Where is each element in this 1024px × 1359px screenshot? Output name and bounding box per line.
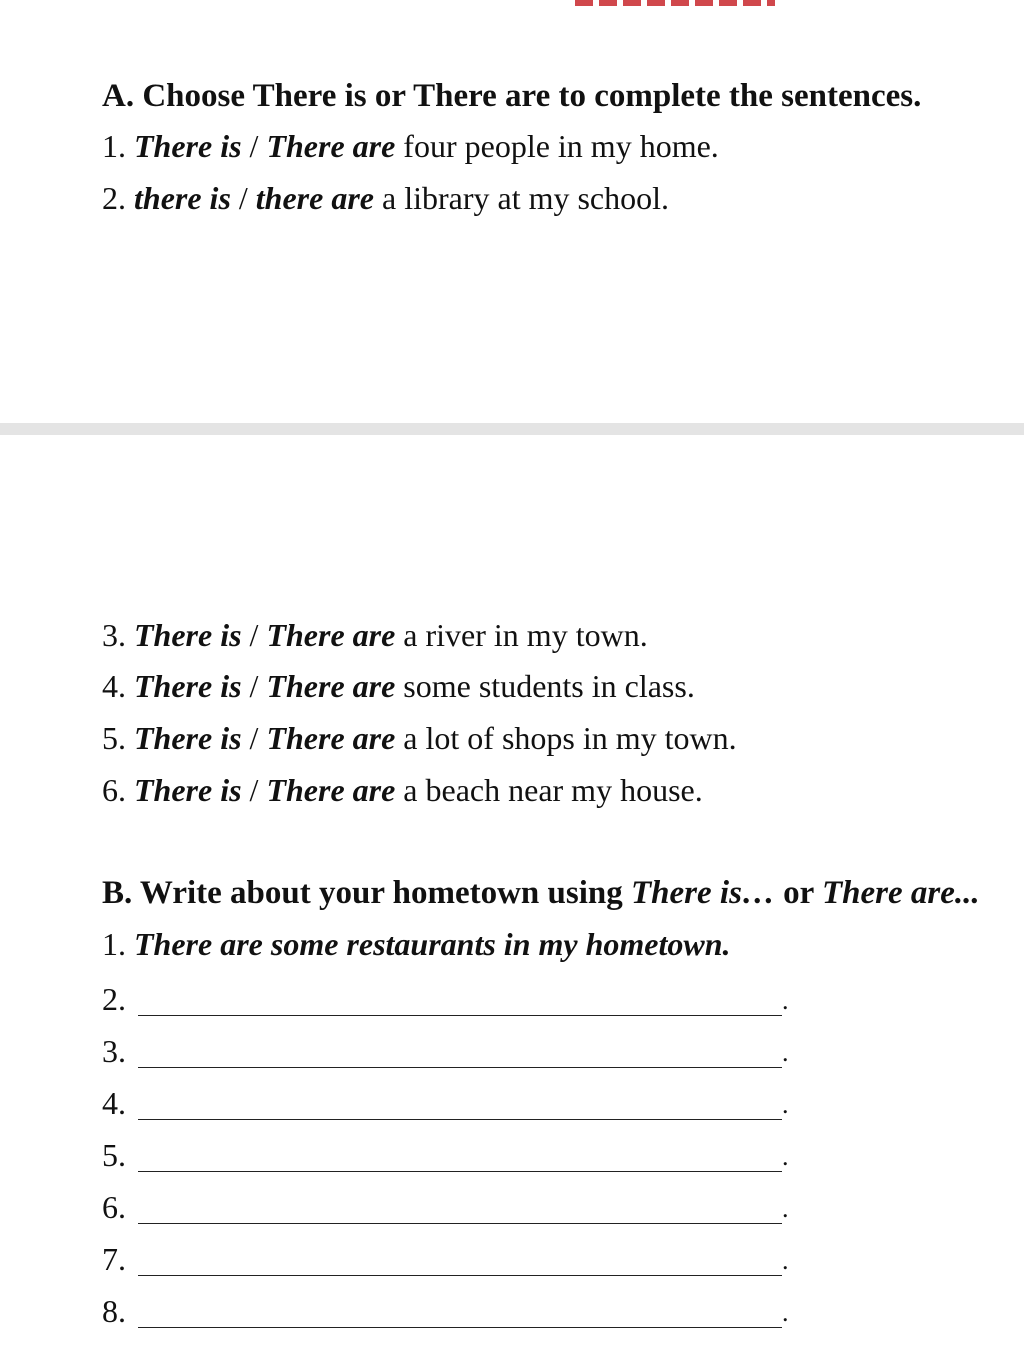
blank-period: . [782,1142,789,1171]
option-there-are[interactable]: There are [266,668,396,704]
answer-row-3 [102,1031,789,1071]
item-number: 2. [102,981,126,1017]
sentence-rest: four people in my home. [395,128,719,164]
item-number: 5. [102,720,126,756]
exercise-a-item-2 [102,178,669,218]
exercise-a-item-1 [102,126,719,166]
option-there-are[interactable]: There are [266,128,396,164]
answer-row-7 [102,1239,789,1279]
option-there-is[interactable]: there is [134,180,231,216]
section-a-heading: A. Choose There is or There are to complete the sentences. [102,78,922,114]
blank-period: . [782,1298,789,1327]
item-number: 8. [102,1293,126,1329]
model-sentence: There are some restaurants in my hometown. [134,926,731,962]
heading-or: or [774,875,822,911]
answer-row-2 [102,979,789,1019]
option-there-is[interactable]: There is [134,617,242,653]
item-number: 6. [102,772,126,808]
option-separator: / [241,720,267,756]
option-there-is[interactable]: There is [134,668,242,704]
item-number: 3. [102,617,126,653]
option-there-are[interactable]: There are [266,617,396,653]
exercise-a-item-3 [102,615,648,655]
option-separator: / [241,128,267,164]
option-separator: / [241,668,267,704]
page-divider [0,423,1024,435]
exercise-a-item-5 [102,718,737,758]
option-there-is[interactable]: There is [134,772,242,808]
sentence-rest: a lot of shops in my town. [395,720,737,756]
blank-period: . [782,986,789,1015]
sentence-rest: some students in class. [395,668,695,704]
option-there-is[interactable]: There is [134,720,242,756]
heading-there-is: There is… [631,875,775,911]
exercise-a-item-6 [102,770,703,810]
sentence-rest: a river in my town. [395,617,648,653]
cropped-header-remnant [575,0,775,6]
answer-blank[interactable] [138,1223,782,1224]
answer-row-6 [102,1187,789,1227]
option-there-are[interactable]: There are [266,772,396,808]
section-b-heading [102,873,980,913]
item-number: 5. [102,1137,126,1173]
blank-period: . [782,1090,789,1119]
sentence-rest: a library at my school. [373,180,670,216]
answer-row-5 [102,1135,789,1175]
blank-period: . [782,1038,789,1067]
item-number: 4. [102,668,126,704]
sentence-rest: a beach near my house. [395,772,703,808]
exercise-a-item-4 [102,666,695,706]
answer-blank[interactable] [138,1015,782,1016]
item-number: 7. [102,1241,126,1277]
exercise-b-model-answer [102,924,731,964]
option-there-are[interactable]: There are [266,720,396,756]
option-there-is[interactable]: There is [134,128,242,164]
answer-blank[interactable] [138,1275,782,1276]
heading-prefix: B. Write about your hometown using [102,875,631,911]
item-number: 1. [102,128,126,164]
heading-there-are: There are... [821,875,980,911]
answer-row-4 [102,1083,789,1123]
answer-blank[interactable] [138,1171,782,1172]
blank-period: . [782,1194,789,1223]
item-number: 3. [102,1033,126,1069]
option-separator: / [241,772,267,808]
answer-blank[interactable] [138,1119,782,1120]
item-number: 1. [102,926,126,962]
option-separator: / [230,180,256,216]
item-number: 2. [102,180,126,216]
option-there-are[interactable]: there are [255,180,374,216]
item-number: 4. [102,1085,126,1121]
answer-row-8 [102,1291,789,1331]
option-separator: / [241,617,267,653]
blank-period: . [782,1246,789,1275]
answer-blank[interactable] [138,1327,782,1328]
item-number: 6. [102,1189,126,1225]
answer-blank[interactable] [138,1067,782,1068]
